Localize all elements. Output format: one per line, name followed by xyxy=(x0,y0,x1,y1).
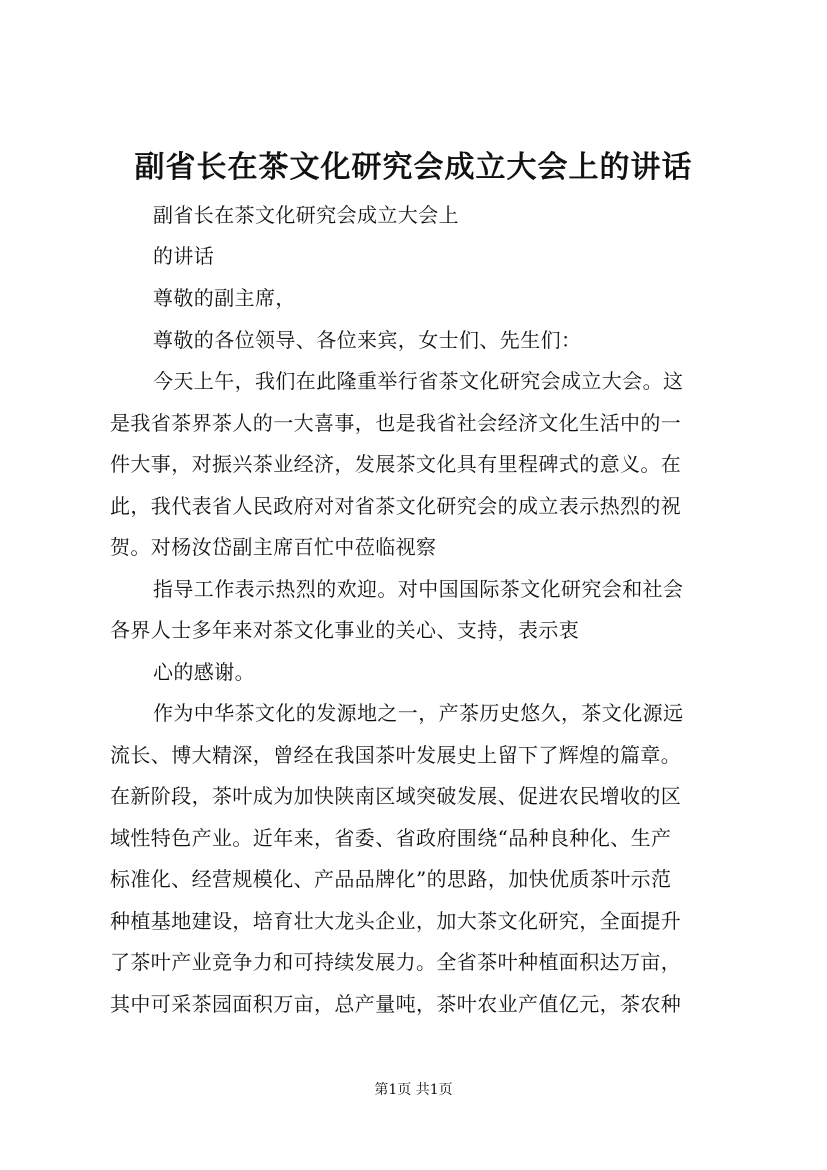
body-line: 今天上午，我们在此隆重举行省茶文化研究会成立大会。这 xyxy=(153,369,684,393)
body-line: 心的感谢。 xyxy=(153,660,255,684)
body-line: 在新阶段，茶叶成为加快陕南区域突破发展、促进农民增收的区 xyxy=(110,784,682,808)
body-line: 其中可采茶园面积万亩，总产量吨，茶叶农业产值亿元，茶农种 xyxy=(110,992,682,1016)
body-line: 的讲话 xyxy=(153,244,215,268)
document-title: 副省长在茶文化研究会成立大会上的讲话 xyxy=(134,150,693,185)
body-line: 作为中华茶文化的发源地之一，产茶历史悠久，茶文化源远 xyxy=(153,701,684,725)
body-line: 贺。对杨汝岱副主席百忙中莅临视察 xyxy=(110,535,437,559)
body-line: 流长、博大精深，曾经在我国茶叶发展史上留下了辉煌的篇章。 xyxy=(110,743,682,767)
body-line: 种植基地建设，培育壮大龙头企业，加大茶文化研究，全面提升 xyxy=(110,909,682,933)
body-line: 副省长在茶文化研究会成立大会上 xyxy=(153,203,459,227)
page-number-footer: 第1页 共1页 xyxy=(374,1082,453,1098)
body-line: 此，我代表省人民政府对对省茶文化研究会的成立表示热烈的祝 xyxy=(110,494,682,518)
body-line: 尊敬的副主席， xyxy=(153,286,296,310)
body-line: 了茶叶产业竞争力和可持续发展力。全省茶叶种植面积达万亩， xyxy=(110,950,682,974)
body-line: 域性特色产业。近年来，省委、省政府围绕“品种良种化、生产 xyxy=(110,826,672,850)
body-line: 尊敬的各位领导、各位来宾，女士们、先生们： xyxy=(153,328,582,352)
body-line: 指导工作表示热烈的欢迎。对中国国际茶文化研究会和社会 xyxy=(153,577,684,601)
body-line: 标准化、经营规模化、产品品牌化”的思路，加快优质茶叶示范 xyxy=(110,867,672,891)
body-line: 件大事，对振兴茶业经济，发展茶文化具有里程碑式的意义。在 xyxy=(110,452,682,476)
body-line: 各界人士多年来对茶文化事业的关心、支持，表示衷 xyxy=(110,618,580,642)
body-line: 是我省茶界茶人的一大喜事，也是我省社会经济文化生活中的一 xyxy=(110,411,682,435)
